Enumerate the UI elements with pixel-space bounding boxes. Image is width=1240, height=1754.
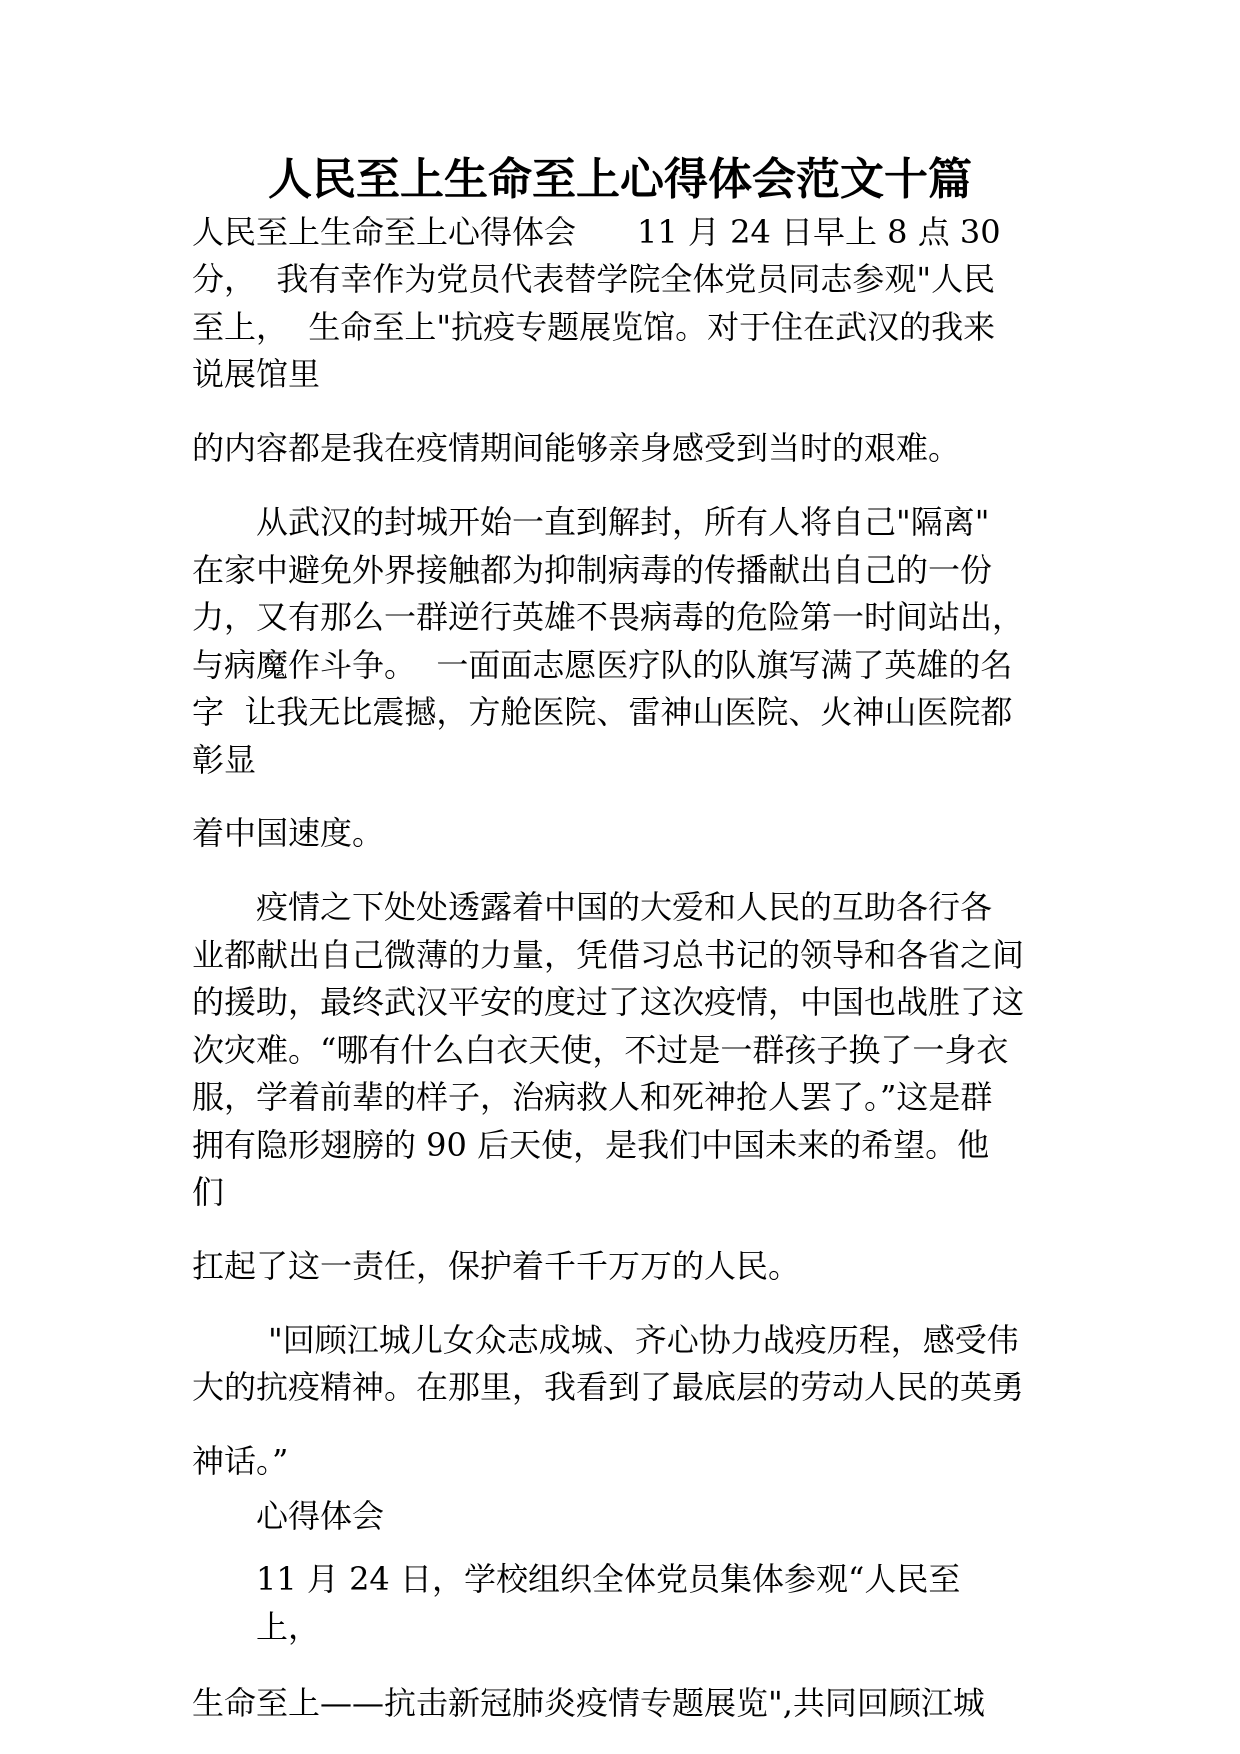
text-line: 上， [256, 1608, 321, 1646]
text-line: 11 月 24 日，学校组织全体党员集体参观“人民至 [256, 1560, 961, 1598]
text-line: 生命至上——抗击新冠肺炎疫情专题展览",共同回顾江城 [192, 1684, 985, 1722]
text-line: 着中国速度。 [192, 814, 385, 852]
text-line: 在家中避免外界接触都为抑制病毒的传播献出自己的一份 [192, 551, 993, 589]
text-line: 说展馆里 [192, 355, 321, 393]
text-line: 服，学着前辈的样子，治病救人和死神抢人罢了。”这是群 [192, 1078, 993, 1116]
text-line: 大的抗疫精神。在那里，我看到了最底层的劳动人民的英勇 [192, 1368, 1025, 1406]
text-line: 字 让我无比震撼，方舱医院、雷神山医院、火神山医院都 [192, 693, 1013, 731]
text-line: 彰显 [192, 741, 257, 779]
text-line: 的内容都是我在疫情期间能够亲身感受到当时的艰难。 [192, 429, 961, 467]
text-line: 扛起了这一责任，保护着千千万万的人民。 [192, 1247, 801, 1285]
text-line: "回顾江城儿女众志成城、齐心协力战疫历程，感受伟 [268, 1321, 1019, 1359]
text-line: 业都献出自己微薄的力量，凭借习总书记的领导和各省之间 [192, 936, 1025, 974]
document-title: 人民至上生命至上心得体会范文十篇 [268, 154, 972, 205]
text-line: 从武汉的封城开始一直到解封，所有人将自己"隔离" [256, 503, 990, 541]
text-line: 疫情之下处处透露着中国的大爱和人民的互助各行各 [256, 888, 993, 926]
text-line: 与病魔作斗争。 一面面志愿医疗队的队旗写满了英雄的名 [192, 646, 1013, 684]
text-line: 力，又有那么一群逆行英雄不畏病毒的危险第一时间站出， [192, 598, 1025, 636]
text-line: 的援助，最终武汉平安的度过了这次疫情，中国也战胜了这 [192, 983, 1025, 1021]
text-line: 至上， 生命至上"抗疫专题展览馆。对于住在武汉的我来 [192, 308, 996, 346]
text-line: 次灾难。“哪有什么白衣天使，不过是一群孩子换了一身衣 [192, 1031, 1009, 1069]
text-line: 人民至上生命至上心得体会 11 月 24 日早上 8 点 30 [192, 213, 1001, 251]
section-heading: 心得体会 [256, 1497, 385, 1535]
text-line: 拥有隐形翅膀的 90 后天使，是我们中国未来的希望。他 [192, 1126, 990, 1164]
text-line: 分， 我有幸作为党员代表替学院全体党员同志参观"人民 [192, 260, 996, 298]
text-line: 们 [192, 1173, 225, 1211]
text-line: 神话。” [192, 1442, 289, 1480]
